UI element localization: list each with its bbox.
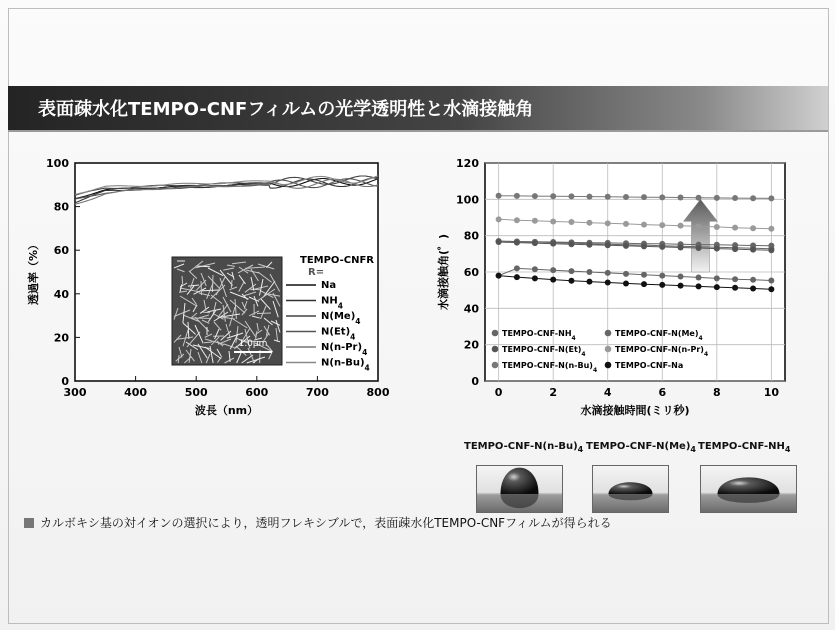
y-tick-label: 80 — [463, 229, 479, 243]
legend-label-5: $N(n-Bu)_4$ — [321, 357, 370, 372]
y-tick-label: 0 — [471, 375, 479, 388]
series-4-point — [678, 195, 684, 201]
fiber — [231, 280, 232, 288]
series-4-point — [514, 193, 520, 199]
series-2-point — [732, 246, 738, 252]
series-2-point — [641, 243, 647, 249]
legend-label-2: TEMPO-$CNF-N(Et)_4$ — [502, 345, 586, 358]
title-underline — [8, 130, 828, 132]
x-axis-label: 水滴接触時間(ミリ秒) — [580, 404, 690, 417]
series-2-point — [659, 244, 665, 250]
series-5-point — [641, 281, 647, 287]
series-secondary-point — [678, 274, 684, 280]
series-2-point — [496, 239, 502, 245]
x-tick-label: 800 — [366, 386, 390, 399]
series-5-point — [496, 273, 502, 279]
droplet-shape — [718, 477, 780, 494]
series-5-point — [568, 278, 574, 284]
series-2-point — [586, 242, 592, 248]
series-3-point — [605, 220, 611, 226]
series-4-point — [768, 195, 774, 201]
fiber — [202, 312, 210, 313]
legend-title: TEMPO-CNFR — [300, 255, 375, 266]
x-tick-label: 2 — [549, 386, 558, 399]
series-3-point — [514, 217, 520, 223]
x-tick-label: 10 — [763, 386, 780, 399]
series-secondary-point — [623, 271, 629, 277]
legend-label-4: $N(n-Pr)_4$ — [321, 342, 368, 357]
series-2-point — [514, 240, 520, 246]
series-3-point — [678, 223, 684, 229]
legend-label-0: TEMPO-$CNF-NH_4$ — [502, 329, 576, 342]
contact-angle-chart — [420, 140, 820, 440]
series-3-point — [623, 221, 629, 227]
y-axis-label: 水滴接触角(゜) — [437, 233, 450, 311]
droplet-label: TEMPO-$CNF-N(n-Bu)_4$ — [464, 441, 584, 454]
series-4-point — [732, 195, 738, 201]
x-axis-label: 波長（nm） — [194, 404, 259, 417]
series-2-point — [696, 245, 702, 251]
series-secondary-point — [750, 277, 756, 283]
x-tick-label: 400 — [124, 386, 148, 399]
series-secondary-point — [586, 269, 592, 275]
series-2-point — [750, 247, 756, 253]
fiber — [204, 342, 212, 343]
title-banner — [8, 86, 828, 130]
legend-label-2: $N(Me)_4$ — [321, 311, 361, 326]
series-4-point — [586, 194, 592, 200]
legend-marker-2 — [492, 346, 499, 353]
droplet-label: TEMPO-$CNF-NH_4$ — [698, 441, 791, 454]
series-5-point — [768, 286, 774, 292]
series-secondary-point — [659, 273, 665, 279]
series-secondary-point — [532, 266, 538, 272]
series-5-point — [514, 274, 520, 280]
droplet-reflection — [718, 494, 780, 503]
series-4-point — [696, 195, 702, 201]
scale-bar-label: 1.0μm — [238, 339, 268, 349]
water-droplet-image — [592, 465, 669, 513]
series-3-point — [732, 225, 738, 231]
legend-label-4: TEMPO-$CNF-N(n-Bu)_4$ — [502, 361, 598, 374]
series-3-point — [659, 222, 665, 228]
series-2-point — [768, 247, 774, 253]
y-tick-label: 80 — [53, 200, 69, 214]
series-4-point — [714, 195, 720, 201]
series-5-point — [714, 284, 720, 290]
legend-marker-3 — [605, 346, 612, 353]
series-2-point — [532, 240, 538, 246]
series-secondary-point — [714, 275, 720, 281]
series-2-point — [623, 243, 629, 249]
series-5-point — [750, 286, 756, 292]
bullet-square-icon — [24, 518, 34, 528]
series-5-point — [605, 280, 611, 286]
legend-label-0: Na — [321, 280, 337, 291]
series-4-point — [568, 193, 574, 199]
series-5-point — [623, 280, 629, 286]
series-2-point — [714, 246, 720, 252]
series-3-point — [768, 226, 774, 232]
series-5-point — [550, 277, 556, 283]
series-secondary-point — [568, 268, 574, 274]
x-tick-label: 600 — [245, 386, 269, 399]
series-3-point — [586, 220, 592, 226]
y-tick-label: 40 — [463, 302, 479, 316]
series-secondary-point — [514, 265, 520, 271]
series-5-point — [732, 285, 738, 291]
x-tick-label: 300 — [63, 386, 87, 399]
legend-label-3: $N(Et)_4$ — [321, 326, 356, 341]
footnote-text: カルボキシ基の対イオンの選択により，透明フレキシブルで，表面疎水化TEMPO-CNFフィルムが得られる — [40, 516, 612, 530]
y-tick-label: 120 — [456, 157, 479, 170]
series-4-point — [605, 194, 611, 200]
y-tick-label: 0 — [61, 375, 69, 388]
series-3-point — [641, 222, 647, 228]
series-2-point — [605, 242, 611, 248]
series-2-point — [568, 241, 574, 247]
series-4-point — [659, 194, 665, 200]
droplet-reflection — [501, 494, 539, 508]
y-axis-label: 透過率（%） — [27, 238, 40, 306]
series-5-point — [678, 283, 684, 289]
legend-subtitle: R= — [308, 267, 325, 278]
series-3-point — [568, 219, 574, 225]
series-secondary-point — [696, 274, 702, 280]
legend-label-5: TEMPO-CNF-Na — [615, 361, 684, 370]
legend-label-1: $NH_4$ — [321, 295, 343, 310]
series-4-point — [550, 193, 556, 199]
legend-marker-1 — [605, 330, 612, 337]
x-tick-label: 6 — [658, 386, 667, 399]
series-5-point — [696, 283, 702, 289]
series-secondary-point — [768, 278, 774, 284]
transmittance-chart — [0, 140, 400, 440]
series-3-point — [532, 218, 538, 224]
series-2-point — [550, 241, 556, 247]
series-4-point — [532, 193, 538, 199]
y-tick-label: 20 — [53, 331, 69, 345]
y-tick-label: 60 — [53, 244, 69, 258]
series-secondary-point — [605, 270, 611, 276]
series-3-point — [750, 225, 756, 231]
legend-marker-0 — [492, 330, 499, 337]
y-tick-label: 100 — [46, 157, 69, 170]
legend-label-1: TEMPO-$CNF-N(Me)_4$ — [615, 329, 703, 342]
legend-marker-5 — [605, 362, 612, 369]
series-secondary-point — [732, 276, 738, 282]
y-tick-label: 20 — [463, 338, 479, 352]
water-droplet-image — [476, 465, 563, 513]
series-4-point — [623, 194, 629, 200]
footnote — [24, 514, 612, 531]
series-3-point — [696, 223, 702, 229]
series-2-point — [678, 244, 684, 250]
series-3-point — [714, 224, 720, 230]
slide-title: 表面疎水化TEMPO-CNFフィルムの光学透明性と水滴接触角 — [38, 99, 534, 120]
series-3-point — [550, 218, 556, 224]
legend-marker-4 — [492, 362, 499, 369]
series-5-point — [532, 275, 538, 281]
x-tick-label: 0 — [494, 386, 503, 399]
x-tick-label: 4 — [603, 386, 612, 399]
droplet-shape — [609, 482, 653, 494]
series-4-point — [496, 193, 502, 199]
y-tick-label: 100 — [456, 193, 479, 207]
series-5-point — [586, 279, 592, 285]
series-secondary-point — [550, 267, 556, 273]
series-secondary-point — [641, 272, 647, 278]
droplet-label: TEMPO-$CNF-N(Me)_4$ — [586, 441, 696, 454]
droplet-shape — [501, 468, 539, 494]
x-tick-label: 8 — [712, 386, 721, 399]
fiber — [182, 276, 183, 284]
x-tick-label: 500 — [184, 386, 208, 399]
x-tick-label: 700 — [305, 386, 329, 399]
series-4-point — [641, 194, 647, 200]
water-droplet-image — [700, 465, 797, 513]
series-3-point — [496, 216, 502, 222]
series-4-point — [750, 195, 756, 201]
series-5-point — [659, 282, 665, 288]
y-tick-label: 40 — [53, 287, 69, 301]
legend-label-3: TEMPO-$CNF-N(n-Pr)_4$ — [615, 345, 709, 358]
y-tick-label: 60 — [463, 266, 479, 279]
droplet-reflection — [609, 494, 653, 500]
